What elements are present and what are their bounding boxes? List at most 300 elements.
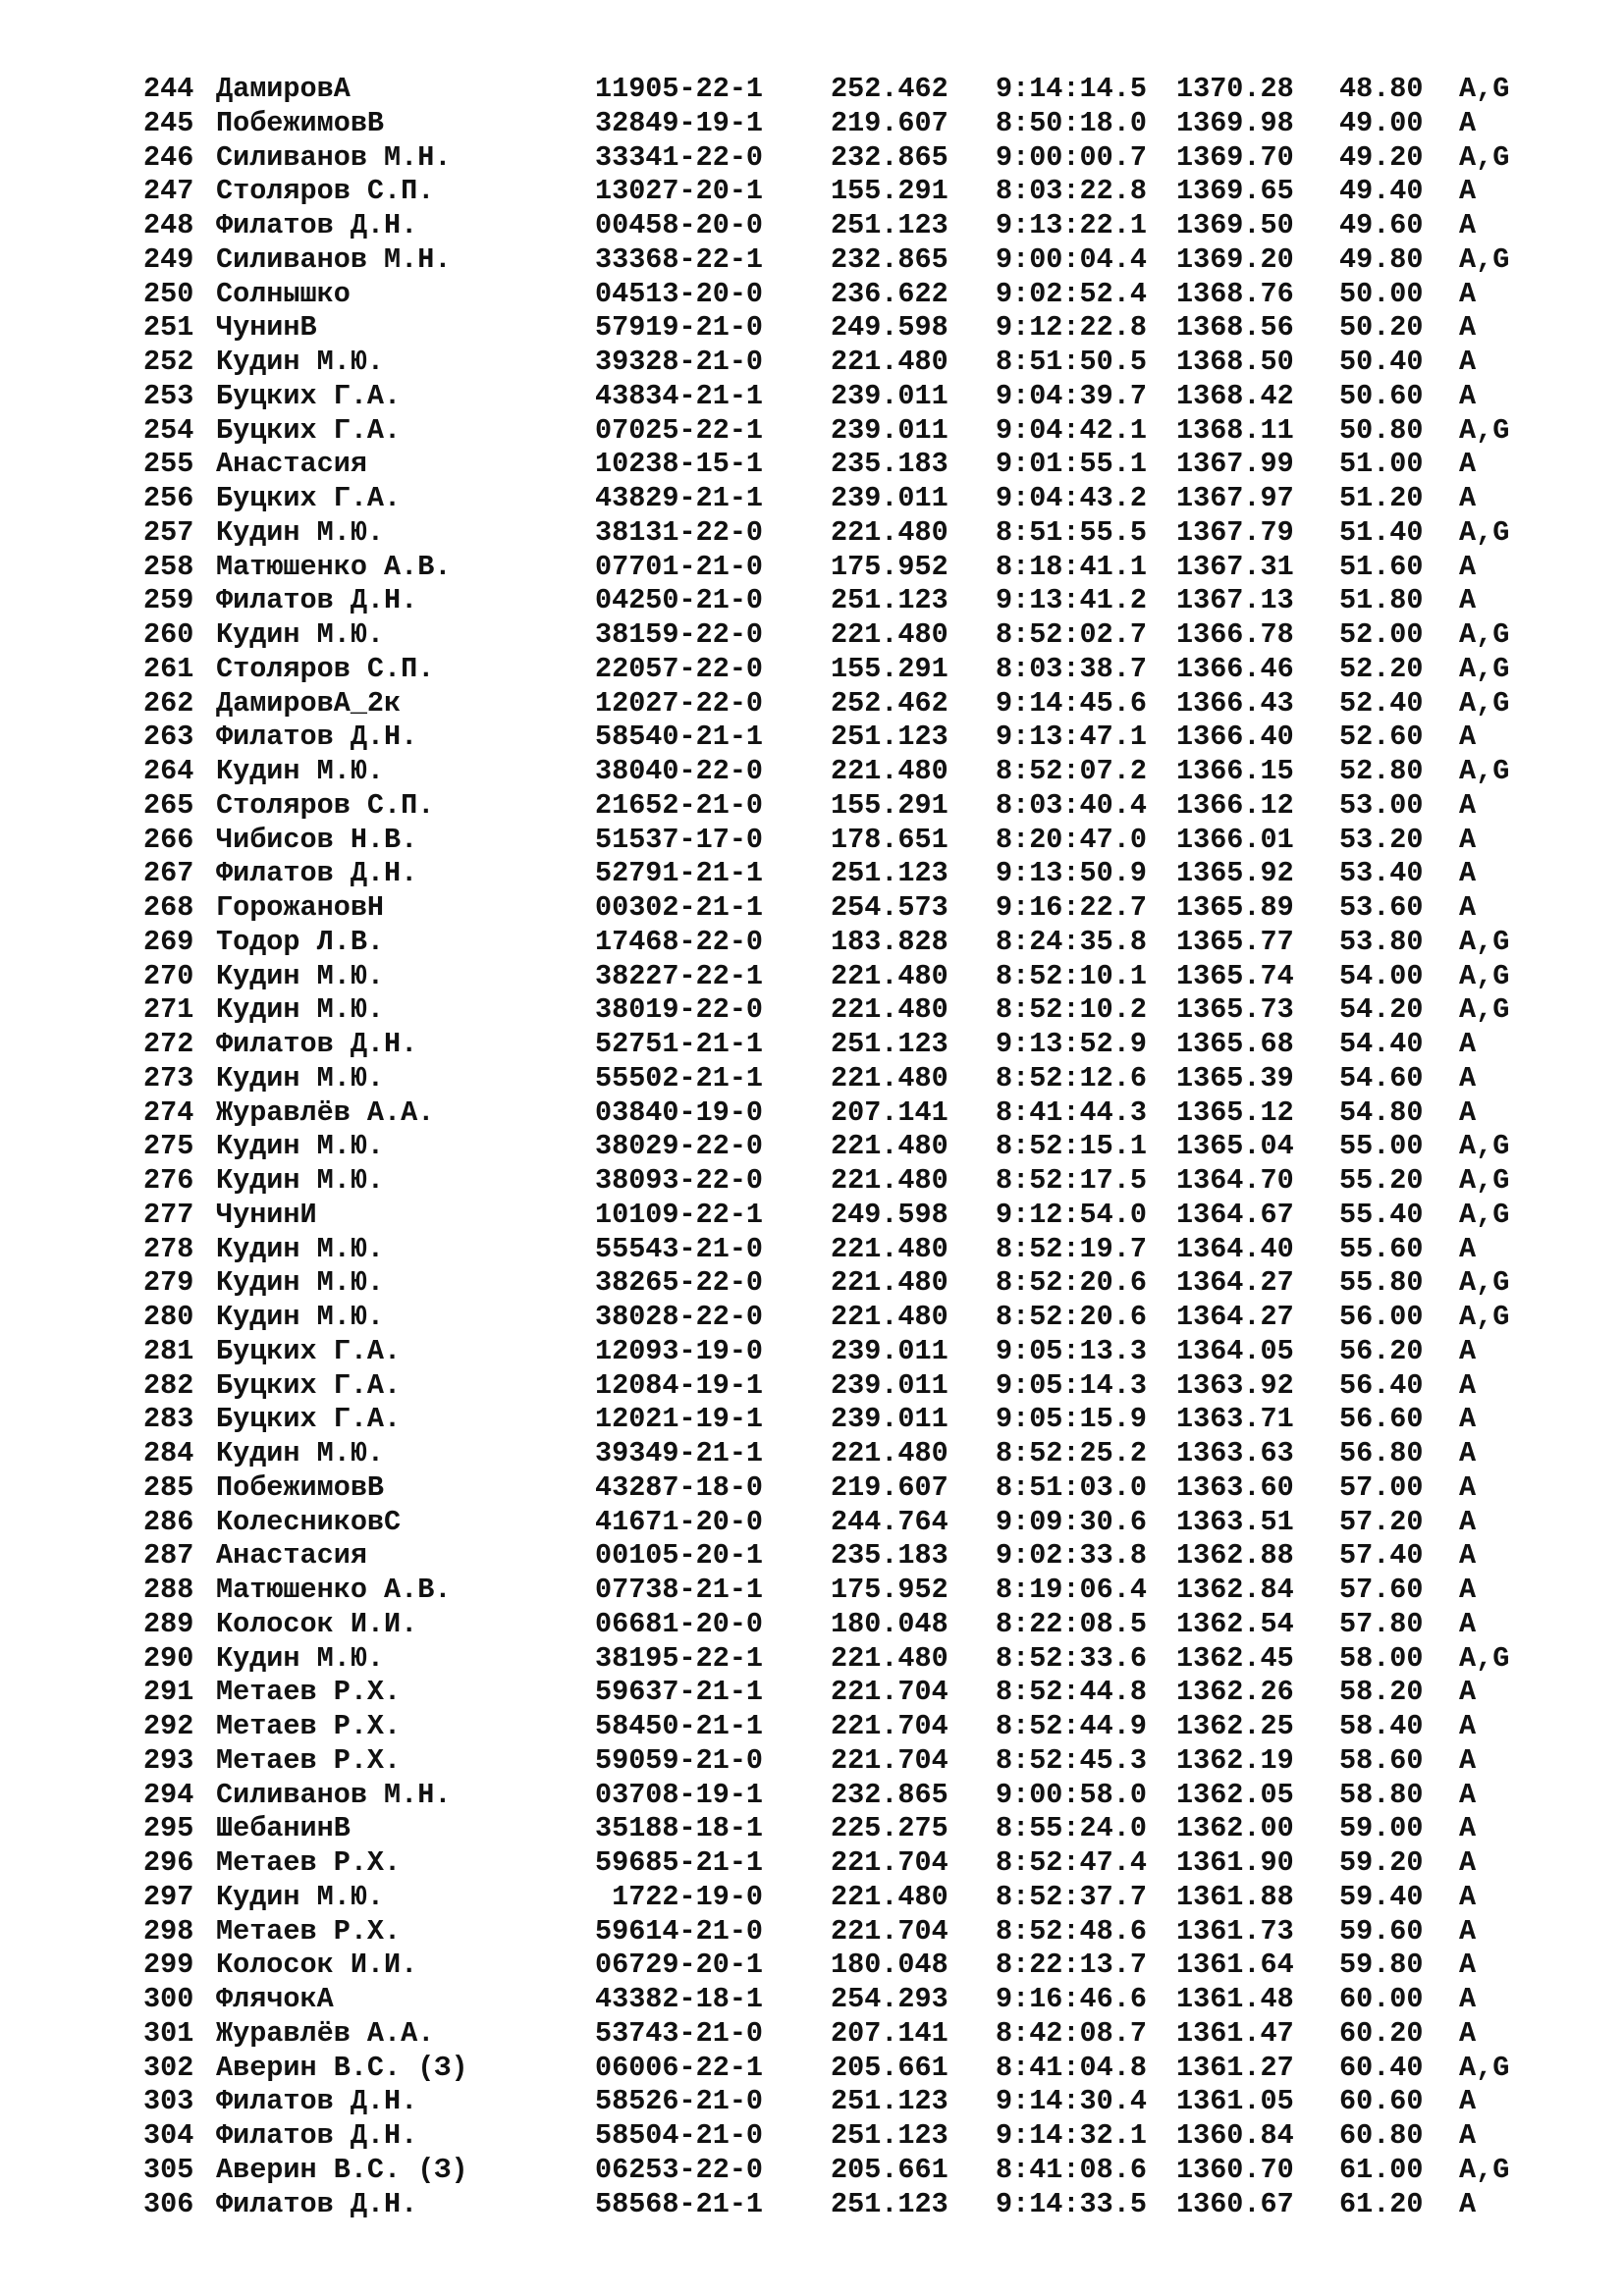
points-cell: 51.60: [1339, 550, 1424, 583]
ring-number-cell: 59637-21-1: [595, 1676, 764, 1709]
time-cell: 8:18:41.1: [996, 550, 1147, 583]
result-row: [143, 1779, 1538, 1813]
place-cell: 304: [143, 2119, 194, 2152]
place-cell: 261: [143, 652, 194, 685]
points-cell: 52.40: [1339, 686, 1424, 720]
flag-cell: A: [1459, 2119, 1477, 2152]
result-row: [143, 1335, 1538, 1369]
time-cell: 8:41:04.8: [996, 2051, 1147, 2084]
distance-cell: 221.480: [831, 993, 948, 1027]
points-cell: 49.60: [1339, 209, 1424, 241]
speed-cell: 1361.73: [1176, 1914, 1294, 1948]
result-row: [143, 2154, 1538, 2188]
result-row: [143, 1676, 1538, 1710]
points-cell: 50.40: [1339, 346, 1424, 378]
flag-cell: A,G: [1459, 1198, 1510, 1231]
ring-number-cell: 59614-21-0: [595, 1914, 764, 1948]
place-cell: 285: [143, 1470, 194, 1504]
result-row: [143, 824, 1538, 858]
points-cell: 60.20: [1339, 2016, 1424, 2050]
flag-cell: A: [1459, 1846, 1477, 1879]
speed-cell: 1365.77: [1176, 925, 1294, 958]
speed-cell: 1361.90: [1176, 1846, 1294, 1879]
result-row: [143, 1812, 1538, 1846]
speed-cell: 1362.25: [1176, 1710, 1294, 1742]
distance-cell: 155.291: [831, 175, 948, 208]
distance-cell: 221.480: [831, 515, 948, 549]
place-cell: 289: [143, 1607, 194, 1640]
speed-cell: 1361.64: [1176, 1949, 1294, 1982]
result-row: [143, 1949, 1538, 1983]
place-cell: 247: [143, 175, 194, 208]
distance-cell: 251.123: [831, 209, 948, 241]
flag-cell: A,G: [1459, 1641, 1510, 1675]
ring-number-cell: 38227-22-1: [595, 959, 764, 992]
time-cell: 8:52:20.6: [996, 1301, 1147, 1333]
speed-cell: 1366.40: [1176, 721, 1294, 754]
flag-cell: A: [1459, 311, 1477, 345]
result-row: [143, 73, 1538, 107]
name-cell: Силиванов М.Н.: [216, 140, 452, 174]
result-row: [143, 653, 1538, 687]
speed-cell: 1366.43: [1176, 686, 1294, 720]
place-cell: 265: [143, 788, 194, 822]
name-cell: Журавлёв А.А.: [216, 2016, 435, 2050]
ring-number-cell: 03840-19-0: [595, 1095, 764, 1129]
result-row: [143, 1266, 1538, 1301]
points-cell: 54.40: [1339, 1028, 1424, 1060]
speed-cell: 1366.12: [1176, 788, 1294, 822]
points-cell: 51.00: [1339, 448, 1424, 481]
distance-cell: 252.462: [831, 73, 948, 105]
flag-cell: A: [1459, 823, 1477, 856]
flag-cell: A,G: [1459, 2051, 1510, 2084]
distance-cell: 175.952: [831, 550, 948, 583]
name-cell: Колосок И.И.: [216, 1607, 418, 1640]
time-cell: 8:52:07.2: [996, 755, 1147, 787]
time-cell: 8:22:13.7: [996, 1949, 1147, 1982]
place-cell: 252: [143, 346, 194, 378]
result-row: [143, 960, 1538, 994]
flag-cell: A,G: [1459, 618, 1510, 651]
points-cell: 53.80: [1339, 925, 1424, 958]
result-row: [143, 2119, 1538, 2154]
time-cell: 8:52:33.6: [996, 1641, 1147, 1675]
points-cell: 60.40: [1339, 2051, 1424, 2084]
result-row: [143, 1130, 1538, 1164]
distance-cell: 232.865: [831, 1778, 948, 1811]
place-cell: 284: [143, 1437, 194, 1469]
points-cell: 51.80: [1339, 584, 1424, 617]
points-cell: 55.60: [1339, 1232, 1424, 1265]
speed-cell: 1366.46: [1176, 652, 1294, 685]
ring-number-cell: 38265-22-0: [595, 1266, 764, 1300]
place-cell: 306: [143, 2187, 194, 2220]
result-row: [143, 346, 1538, 380]
points-cell: 53.60: [1339, 891, 1424, 924]
name-cell: Кудин М.Ю.: [216, 515, 385, 549]
distance-cell: 221.480: [831, 1641, 948, 1675]
distance-cell: 155.291: [831, 652, 948, 685]
speed-cell: 1368.11: [1176, 413, 1294, 447]
distance-cell: 219.607: [831, 1470, 948, 1504]
ring-number-cell: 52751-21-1: [595, 1028, 764, 1060]
speed-cell: 1365.89: [1176, 891, 1294, 924]
ring-number-cell: 43834-21-1: [595, 379, 764, 412]
distance-cell: 221.704: [831, 1743, 948, 1777]
speed-cell: 1366.78: [1176, 618, 1294, 651]
ring-number-cell: 12021-19-1: [595, 1403, 764, 1436]
distance-cell: 235.183: [831, 1539, 948, 1573]
speed-cell: 1366.01: [1176, 823, 1294, 856]
time-cell: 8:42:08.7: [996, 2016, 1147, 2050]
time-cell: 8:55:24.0: [996, 1812, 1147, 1845]
time-cell: 8:52:17.5: [996, 1164, 1147, 1197]
ring-number-cell: 03708-19-1: [595, 1778, 764, 1811]
ring-number-cell: 00458-20-0: [595, 209, 764, 241]
name-cell: Кудин М.Ю.: [216, 959, 385, 992]
points-cell: 59.00: [1339, 1812, 1424, 1845]
flag-cell: A: [1459, 1232, 1477, 1265]
points-cell: 57.40: [1339, 1539, 1424, 1573]
time-cell: 9:01:55.1: [996, 448, 1147, 481]
result-row: [143, 1471, 1538, 1506]
time-cell: 9:04:42.1: [996, 413, 1147, 447]
name-cell: ДамировА_2к: [216, 686, 402, 720]
points-cell: 49.80: [1339, 242, 1424, 276]
name-cell: Филатов Д.Н.: [216, 209, 418, 241]
time-cell: 9:00:04.4: [996, 242, 1147, 276]
name-cell: Столяров С.П.: [216, 652, 435, 685]
speed-cell: 1362.19: [1176, 1743, 1294, 1777]
points-cell: 59.20: [1339, 1846, 1424, 1879]
ring-number-cell: 06253-22-0: [595, 2153, 764, 2186]
time-cell: 8:50:18.0: [996, 106, 1147, 139]
place-cell: 295: [143, 1812, 194, 1845]
result-row: [143, 1983, 1538, 2017]
time-cell: 8:41:08.6: [996, 2153, 1147, 2186]
points-cell: 60.60: [1339, 2085, 1424, 2118]
flag-cell: A: [1459, 106, 1477, 139]
points-cell: 57.00: [1339, 1470, 1424, 1504]
place-cell: 256: [143, 482, 194, 514]
flag-cell: A,G: [1459, 925, 1510, 958]
flag-cell: A: [1459, 346, 1477, 378]
result-row: [143, 2052, 1538, 2086]
distance-cell: 251.123: [831, 2085, 948, 2118]
ring-number-cell: 12084-19-1: [595, 1368, 764, 1402]
points-cell: 55.00: [1339, 1130, 1424, 1163]
points-cell: 50.00: [1339, 277, 1424, 310]
name-cell: Столяров С.П.: [216, 175, 435, 208]
ring-number-cell: 13027-20-1: [595, 175, 764, 208]
place-cell: 244: [143, 73, 194, 105]
points-cell: 53.00: [1339, 788, 1424, 822]
place-cell: 248: [143, 209, 194, 241]
flag-cell: A: [1459, 1607, 1477, 1640]
points-cell: 50.20: [1339, 311, 1424, 345]
flag-cell: A,G: [1459, 140, 1510, 174]
result-row: [143, 1608, 1538, 1642]
flag-cell: A,G: [1459, 652, 1510, 685]
name-cell: Филатов Д.Н.: [216, 2119, 418, 2152]
speed-cell: 1361.88: [1176, 1880, 1294, 1913]
ring-number-cell: 32849-19-1: [595, 106, 764, 139]
ring-number-cell: 58526-21-0: [595, 2085, 764, 2118]
speed-cell: 1364.70: [1176, 1164, 1294, 1197]
time-cell: 9:05:14.3: [996, 1368, 1147, 1402]
flag-cell: A: [1459, 1778, 1477, 1811]
name-cell: Анастасия: [216, 448, 367, 481]
speed-cell: 1360.70: [1176, 2153, 1294, 2186]
results-table: [143, 73, 1538, 2221]
ring-number-cell: 00302-21-1: [595, 891, 764, 924]
speed-cell: 1364.67: [1176, 1198, 1294, 1231]
name-cell: Буцких Г.А.: [216, 1334, 402, 1367]
name-cell: Солнышко: [216, 277, 351, 310]
time-cell: 8:52:12.6: [996, 1061, 1147, 1095]
points-cell: 61.00: [1339, 2153, 1424, 2186]
place-cell: 305: [143, 2153, 194, 2186]
points-cell: 53.40: [1339, 857, 1424, 890]
place-cell: 294: [143, 1778, 194, 1811]
distance-cell: 207.141: [831, 1095, 948, 1129]
points-cell: 58.60: [1339, 1743, 1424, 1777]
result-row: [143, 721, 1538, 755]
result-row: [143, 209, 1538, 243]
points-cell: 60.00: [1339, 1983, 1424, 2015]
flag-cell: A,G: [1459, 515, 1510, 549]
speed-cell: 1362.54: [1176, 1607, 1294, 1640]
flag-cell: A: [1459, 1574, 1477, 1606]
name-cell: Кудин М.Ю.: [216, 346, 385, 378]
result-row: [143, 243, 1538, 278]
place-cell: 296: [143, 1846, 194, 1879]
time-cell: 9:14:14.5: [996, 73, 1147, 105]
points-cell: 58.20: [1339, 1676, 1424, 1709]
points-cell: 52.00: [1339, 618, 1424, 651]
place-cell: 291: [143, 1676, 194, 1709]
speed-cell: 1364.27: [1176, 1301, 1294, 1333]
distance-cell: 180.048: [831, 1949, 948, 1982]
ring-number-cell: 58540-21-1: [595, 721, 764, 754]
name-cell: Буцких Г.А.: [216, 482, 402, 514]
flag-cell: A: [1459, 1334, 1477, 1367]
points-cell: 58.80: [1339, 1778, 1424, 1811]
speed-cell: 1369.65: [1176, 175, 1294, 208]
distance-cell: 252.462: [831, 686, 948, 720]
place-cell: 270: [143, 959, 194, 992]
time-cell: 9:13:47.1: [996, 721, 1147, 754]
time-cell: 8:52:47.4: [996, 1846, 1147, 1879]
speed-cell: 1367.31: [1176, 550, 1294, 583]
place-cell: 271: [143, 993, 194, 1027]
name-cell: Кудин М.Ю.: [216, 1130, 385, 1163]
points-cell: 61.20: [1339, 2187, 1424, 2220]
name-cell: Метаев Р.Х.: [216, 1676, 402, 1709]
name-cell: Кудин М.Ю.: [216, 1232, 385, 1265]
flag-cell: A: [1459, 209, 1477, 241]
result-row: [143, 1437, 1538, 1471]
distance-cell: 221.704: [831, 1914, 948, 1948]
time-cell: 9:05:13.3: [996, 1334, 1147, 1367]
flag-cell: A: [1459, 2187, 1477, 2220]
distance-cell: 251.123: [831, 721, 948, 754]
points-cell: 54.80: [1339, 1095, 1424, 1129]
place-cell: 280: [143, 1301, 194, 1333]
distance-cell: 221.480: [831, 1880, 948, 1913]
ring-number-cell: 55543-21-0: [595, 1232, 764, 1265]
time-cell: 9:13:50.9: [996, 857, 1147, 890]
points-cell: 53.20: [1339, 823, 1424, 856]
name-cell: Колосок И.И.: [216, 1949, 418, 1982]
ring-number-cell: 21652-21-0: [595, 788, 764, 822]
distance-cell: 221.704: [831, 1846, 948, 1879]
speed-cell: 1368.76: [1176, 277, 1294, 310]
flag-cell: A: [1459, 857, 1477, 890]
speed-cell: 1361.05: [1176, 2085, 1294, 2118]
points-cell: 56.80: [1339, 1437, 1424, 1469]
speed-cell: 1362.00: [1176, 1812, 1294, 1845]
flag-cell: A: [1459, 1539, 1477, 1573]
speed-cell: 1369.70: [1176, 140, 1294, 174]
place-cell: 258: [143, 550, 194, 583]
ring-number-cell: 04513-20-0: [595, 277, 764, 310]
place-cell: 292: [143, 1710, 194, 1742]
place-cell: 303: [143, 2085, 194, 2118]
time-cell: 9:05:15.9: [996, 1403, 1147, 1436]
distance-cell: 221.480: [831, 346, 948, 378]
distance-cell: 221.480: [831, 1232, 948, 1265]
time-cell: 8:22:08.5: [996, 1607, 1147, 1640]
name-cell: ДамировА: [216, 73, 351, 105]
place-cell: 262: [143, 686, 194, 720]
ring-number-cell: 07701-21-0: [595, 550, 764, 583]
distance-cell: 205.661: [831, 2153, 948, 2186]
name-cell: Филатов Д.Н.: [216, 857, 418, 890]
place-cell: 273: [143, 1061, 194, 1095]
place-cell: 275: [143, 1130, 194, 1163]
name-cell: ПобежимовВ: [216, 106, 385, 139]
name-cell: Чибисов Н.В.: [216, 823, 418, 856]
time-cell: 8:20:47.0: [996, 823, 1147, 856]
time-cell: 9:14:30.4: [996, 2085, 1147, 2118]
flag-cell: A: [1459, 1983, 1477, 2015]
time-cell: 9:16:46.6: [996, 1983, 1147, 2015]
result-row: [143, 482, 1538, 516]
speed-cell: 1364.05: [1176, 1334, 1294, 1367]
distance-cell: 232.865: [831, 242, 948, 276]
speed-cell: 1365.04: [1176, 1130, 1294, 1163]
points-cell: 54.60: [1339, 1061, 1424, 1095]
distance-cell: 239.011: [831, 413, 948, 447]
result-row: [143, 1403, 1538, 1437]
points-cell: 56.60: [1339, 1403, 1424, 1436]
ring-number-cell: 12093-19-0: [595, 1334, 764, 1367]
ring-number-cell: 33368-22-1: [595, 242, 764, 276]
place-cell: 298: [143, 1914, 194, 1948]
place-cell: 251: [143, 311, 194, 345]
speed-cell: 1370.28: [1176, 73, 1294, 105]
place-cell: 250: [143, 277, 194, 310]
speed-cell: 1362.26: [1176, 1676, 1294, 1709]
points-cell: 54.20: [1339, 993, 1424, 1027]
result-row: [143, 1199, 1538, 1233]
time-cell: 8:24:35.8: [996, 925, 1147, 958]
flag-cell: A: [1459, 788, 1477, 822]
distance-cell: 207.141: [831, 2016, 948, 2050]
name-cell: Филатов Д.Н.: [216, 721, 418, 754]
time-cell: 8:03:38.7: [996, 652, 1147, 685]
ring-number-cell: 43829-21-1: [595, 482, 764, 514]
place-cell: 272: [143, 1028, 194, 1060]
result-row: [143, 1506, 1538, 1540]
speed-cell: 1363.92: [1176, 1368, 1294, 1402]
name-cell: Кудин М.Ю.: [216, 1061, 385, 1095]
speed-cell: 1368.56: [1176, 311, 1294, 345]
result-row: [143, 1915, 1538, 1949]
flag-cell: A: [1459, 1812, 1477, 1845]
points-cell: 55.80: [1339, 1266, 1424, 1300]
speed-cell: 1362.05: [1176, 1778, 1294, 1811]
points-cell: 59.80: [1339, 1949, 1424, 1982]
distance-cell: 221.480: [831, 1266, 948, 1300]
name-cell: ПобежимовВ: [216, 1470, 385, 1504]
speed-cell: 1363.71: [1176, 1403, 1294, 1436]
result-row: [143, 1574, 1538, 1608]
time-cell: 9:13:41.2: [996, 584, 1147, 617]
distance-cell: 221.480: [831, 1164, 948, 1197]
distance-cell: 251.123: [831, 857, 948, 890]
name-cell: ФлячокА: [216, 1983, 334, 2015]
name-cell: ЧунинИ: [216, 1198, 317, 1231]
time-cell: 8:52:44.8: [996, 1676, 1147, 1709]
speed-cell: 1360.67: [1176, 2187, 1294, 2220]
time-cell: 8:52:02.7: [996, 618, 1147, 651]
result-row: [143, 1096, 1538, 1131]
place-cell: 286: [143, 1505, 194, 1538]
distance-cell: 251.123: [831, 584, 948, 617]
flag-cell: A,G: [1459, 686, 1510, 720]
result-row: [143, 1233, 1538, 1267]
name-cell: Буцких Г.А.: [216, 379, 402, 412]
place-cell: 283: [143, 1403, 194, 1436]
ring-number-cell: 12027-22-0: [595, 686, 764, 720]
ring-number-cell: 39328-21-0: [595, 346, 764, 378]
distance-cell: 239.011: [831, 1368, 948, 1402]
name-cell: Матюшенко А.В.: [216, 550, 452, 583]
distance-cell: 239.011: [831, 1334, 948, 1367]
flag-cell: A: [1459, 550, 1477, 583]
points-cell: 56.40: [1339, 1368, 1424, 1402]
ring-number-cell: 00105-20-1: [595, 1539, 764, 1573]
distance-cell: 249.598: [831, 311, 948, 345]
flag-cell: A: [1459, 1095, 1477, 1129]
result-row: [143, 1164, 1538, 1199]
name-cell: Столяров С.П.: [216, 788, 435, 822]
flag-cell: A: [1459, 1949, 1477, 1982]
points-cell: 57.20: [1339, 1505, 1424, 1538]
name-cell: Метаев Р.Х.: [216, 1846, 402, 1879]
name-cell: Аверин В.С. (З): [216, 2051, 468, 2084]
result-row: [143, 584, 1538, 618]
name-cell: Кудин М.Ю.: [216, 1641, 385, 1675]
speed-cell: 1362.84: [1176, 1574, 1294, 1606]
flag-cell: A: [1459, 1061, 1477, 1095]
flag-cell: A: [1459, 584, 1477, 617]
result-row: [143, 993, 1538, 1028]
place-cell: 259: [143, 584, 194, 617]
